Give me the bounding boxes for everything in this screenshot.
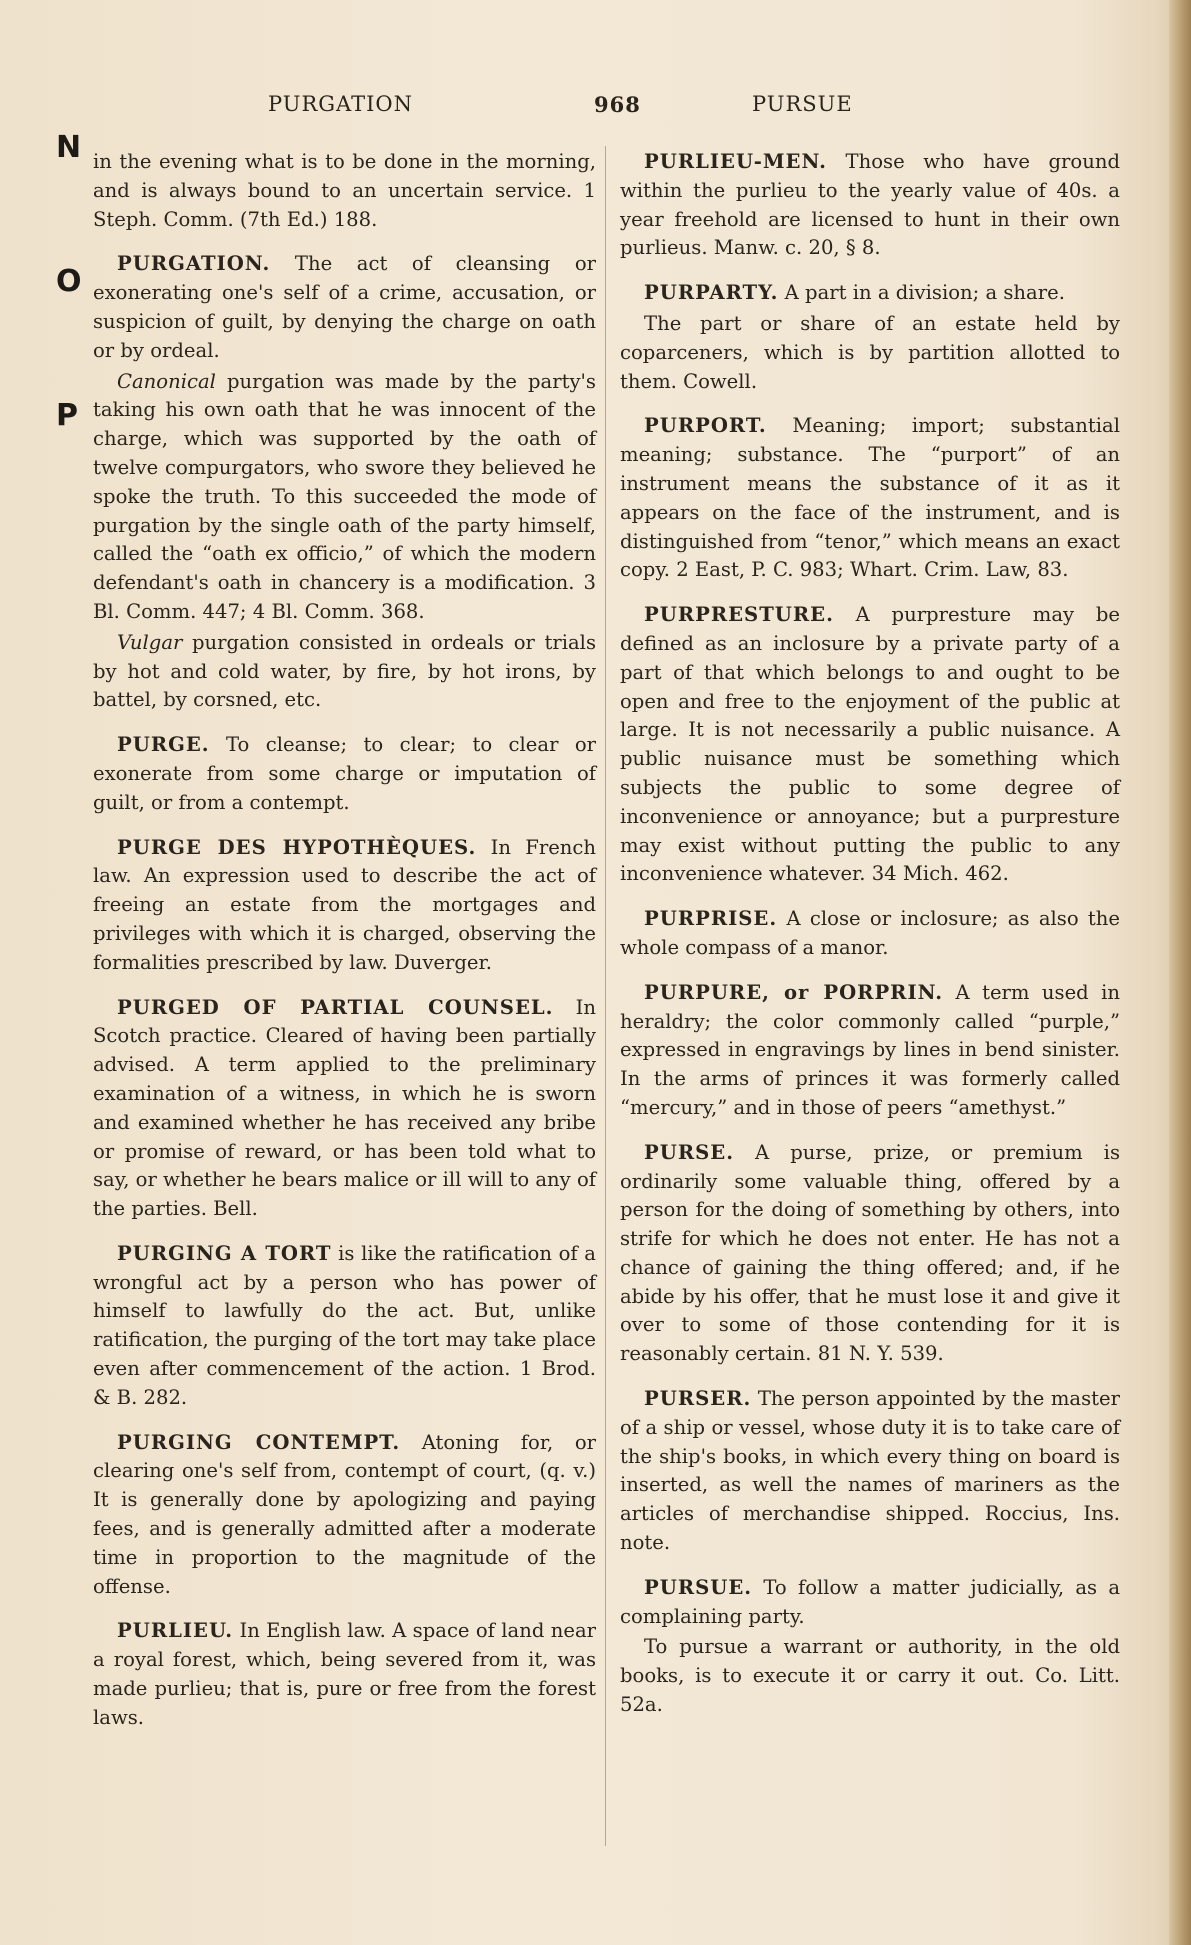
right-column <box>620 148 1120 1736</box>
column-divider <box>605 146 606 1846</box>
entry-headword: PURPARTY. <box>644 281 779 305</box>
dictionary-entry <box>620 601 1120 889</box>
entry-italic-lead: Canonical <box>117 369 216 393</box>
dictionary-entry <box>93 1240 596 1413</box>
thumb-index-letter: P <box>56 398 78 433</box>
entry-headword: PURPURE, or PORPRIN. <box>644 980 944 1004</box>
dictionary-entry <box>93 148 596 234</box>
dictionary-entry <box>620 279 1120 308</box>
entry-headword: PURLIEU-MEN. <box>644 150 827 173</box>
dictionary-entry <box>93 1617 596 1732</box>
page-number: 968 <box>594 92 641 117</box>
dictionary-entry <box>620 979 1120 1123</box>
dictionary-entry <box>620 148 1120 263</box>
entry-headword: PURGED OF PARTIAL COUNSEL. <box>117 995 554 1019</box>
entry-headword: PURGE. <box>117 733 210 757</box>
dictionary-entry <box>620 1139 1120 1369</box>
dictionary-entry <box>93 834 596 978</box>
entry-definition: purgation was made by the party's taking his own oath that he was innocent of the charge, which was supported by the oath of twelve compurgators, who swore they believed he spoke the truth. To this succeeded the mode of purgation by the single oath of the party himself, called the “oath ex officio,” of which the modern defendant's oath in chancery is a modification. 3 Bl. Comm. 447; 4 Bl. Comm. 368. <box>93 369 596 623</box>
thumb-index-letter: N <box>56 130 82 165</box>
entry-italic-lead: Vulgar <box>117 630 183 654</box>
entry-definition: A purse, prize, or premium is ordinarily some valuable thing, offered by a person for the doing of something by others, into strife for which he does not enter. He has not a chance of gaining the thing offered; and, if he abide by his offer, that he must lose it and give it over to some of those contending for it is reasonably certain. 81 N. Y. 539. <box>620 1140 1120 1366</box>
left-column <box>93 148 596 1749</box>
dictionary-entry <box>93 629 596 715</box>
entry-definition: A part in a division; a share. <box>784 281 1065 305</box>
dictionary-entry <box>93 994 596 1224</box>
entry-headword: PURGING CONTEMPT. <box>117 1430 401 1454</box>
entry-definition: purgation consisted in ordeals or trials by hot and cold water, by fire, by hot irons, by battel, by corsned, etc. <box>93 630 597 712</box>
dictionary-entry <box>620 905 1120 963</box>
entry-definition: To cleanse; to clear; to clear or exonerate from some charge or imputation of guilt, or from a contempt. <box>93 733 596 814</box>
entry-headword: PURSUE. <box>644 1575 753 1599</box>
entry-definition: To pursue a warrant or authority, in the old books, is to execute it or carry it out. Co. Litt. 52a. <box>620 1635 1120 1717</box>
entry-definition: In French law. An expression used to describe the act of freeing an estate from the mortgages and privileges with which it is charged, observing the formalities prescribed by law. Duverger. <box>93 835 597 974</box>
running-header <box>0 92 1191 126</box>
entry-definition: The part or share of an estate held by coparceners, which is by partition allotted to them. Cowell. <box>620 311 1120 393</box>
entry-definition: The act of cleansing or exonerating one's self of a crime, accusation, or suspicion of guilt, by denying the charge on oath or by ordeal. <box>93 252 596 362</box>
entry-definition: Those who have ground within the purlieu to the yearly value of 40s. a year freehold are licensed to hunt in their own purlieus. Manw. c. 20, § 8. <box>620 150 1120 260</box>
entry-definition: Meaning; import; substantial meaning; substance. The “purport” of an instrument means the substance of it as it appears on the face of the instrument, and is distinguished from “tenor,” which means an exact copy. 2 East, P. C. 983; Whart. Crim. Law, 83. <box>620 414 1120 582</box>
entry-headword: PURGATION. <box>117 252 271 276</box>
dictionary-entry <box>93 1429 596 1602</box>
dictionary-entry <box>93 731 596 817</box>
entry-definition: The person appointed by the master of a ship or vessel, whose duty it is to take care of the ship's books, in which every thing on board is inserted, as well the names of mariners as the articles of merchandise shipped. Roccius, Ins. note. <box>620 1387 1121 1555</box>
entry-headword: PURGE DES HYPOTHÈQUES. <box>117 835 477 859</box>
entry-definition: is like the ratification of a wrongful act by a person who has power of himself to lawfully do the act. But, unlike ratification, the purging of the tort may take place even after commencement of the action. 1 Brod. & B. 282. <box>93 1241 596 1409</box>
dictionary-entry <box>620 1633 1120 1719</box>
dictionary-entry <box>93 368 596 627</box>
dictionary-entry <box>93 250 596 365</box>
header-right-guide-word: PURSUE <box>752 92 853 116</box>
entry-headword: PURLIEU. <box>117 1619 234 1643</box>
entry-definition: To follow a matter judicially, as a complaining party. <box>620 1575 1120 1628</box>
entry-definition: A close or inclosure; as also the whole compass of a manor. <box>620 907 1121 959</box>
entry-headword: PURPRESTURE. <box>644 603 834 627</box>
entry-definition: In English law. A space of land near a royal forest, which, being severed from it, was made purlieu; that is, pure or free from the forest laws. <box>93 1619 596 1729</box>
entry-definition: In Scotch practice. Cleared of having been partially advised. A term applied to the preliminary examination of a witness, in which he is sworn and examined whether he has received any bribe or promise of reward, or has been told what to say, or whether he bears malice or ill will to any of the parties. Bell. <box>93 995 596 1221</box>
entry-definition: in the evening what is to be done in the morning, and is always bound to an uncertain service. 1 Steph. Comm. (7th Ed.) 188. <box>93 150 596 231</box>
entry-headword: PURPORT. <box>644 414 767 438</box>
entry-headword: PURPRISE. <box>644 907 778 931</box>
entry-headword: PURSE. <box>644 1140 735 1164</box>
dictionary-entry <box>620 1385 1120 1558</box>
dictionary-entry <box>620 310 1120 396</box>
entry-definition: Atoning for, or clearing one's self from, contempt of court, (q. v.) It is generally done by apologizing and paying fees, and is generally admitted after a moderate time in proportion to the magnitude of the offense. <box>93 1430 596 1598</box>
entry-definition: A term used in heraldry; the color commonly called “purple,” expressed in engravings by lines in bend sinister. In the arms of princes it was formerly called “mercury,” and in those of peers “amethyst.” <box>620 980 1120 1119</box>
dictionary-entry <box>620 412 1120 585</box>
entry-headword: PURSER. <box>644 1387 752 1411</box>
thumb-index-letter: O <box>56 264 82 299</box>
header-left-guide-word: PURGATION <box>268 92 413 116</box>
dictionary-entry <box>620 1574 1120 1632</box>
entry-definition: A purpresture may be defined as an inclosure by a private party of a part of that which belongs to and ought to be open and free to the enjoyment of the public at large. It is not necessarily a public nuisance. A public nuisance must be something which subjects the public to some degree of inconvenience or annoyance; but a purpresture may exist without putting the public to any inconvenience whatever. 34 Mich. 462. <box>620 603 1120 886</box>
entry-headword: PURGING A TORT <box>117 1241 332 1265</box>
page-edge <box>1169 0 1191 1945</box>
